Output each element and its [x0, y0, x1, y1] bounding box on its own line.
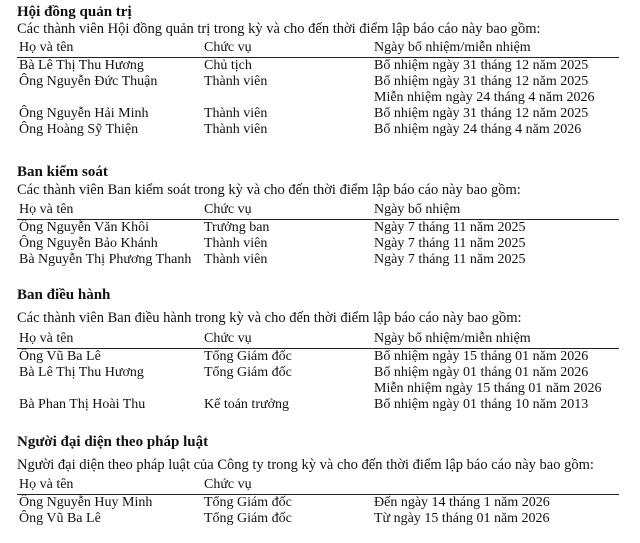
header-name: Họ và tên: [19, 40, 74, 55]
header-name: Họ và tên: [19, 331, 74, 346]
member-name: Ông Hoàng Sỹ Thiện: [19, 122, 139, 137]
member-name: Ông Vũ Ba Lê: [19, 349, 101, 364]
member-name: Ông Nguyễn Huy Minh: [19, 495, 153, 510]
section-heading: Ban kiểm soát: [17, 164, 108, 180]
section-intro: Người đại diện theo pháp luật của Công ty trong kỳ và cho đến thời điểm lập báo cáo này bao gồm:: [17, 457, 594, 473]
table-row: [17, 106, 619, 122]
table-row: [17, 252, 619, 268]
members-table: [17, 40, 619, 138]
member-position: Thành viên: [204, 236, 268, 251]
member-position: Tổng Giám đốc: [204, 511, 292, 526]
member-name: Bà Lê Thị Thu Hương: [19, 365, 144, 380]
member-name: Bà Nguyễn Thị Phương Thanh: [19, 252, 192, 267]
header-position: Chức vụ: [204, 331, 252, 346]
member-position: Thành viên: [204, 106, 268, 121]
section-intro: Các thành viên Ban điều hành trong kỳ và cho đến thời điểm lập báo cáo này bao gồm:: [17, 310, 522, 326]
member-date: Bổ nhiệm ngày 31 tháng 12 năm 2025: [374, 58, 589, 73]
table-header: [17, 331, 619, 349]
member-name: Ông Nguyễn Đức Thuận: [19, 74, 158, 89]
table-row: [17, 495, 619, 511]
member-name: Bà Phan Thị Hoài Thu: [19, 397, 146, 412]
table-row: [17, 58, 619, 74]
header-date: Ngày bổ nhiệm: [374, 202, 461, 217]
table-header: [17, 40, 619, 58]
member-position: Tổng Giám đốc: [204, 365, 292, 380]
member-position: Tổng Giám đốc: [204, 495, 292, 510]
member-date: Bổ nhiệm ngày 15 tháng 01 năm 2026: [374, 349, 589, 364]
member-position: Thành viên: [204, 74, 268, 89]
member-name: Ông Nguyễn Hải Minh: [19, 106, 149, 121]
member-position: Trưởng ban: [204, 220, 270, 235]
section-heading: Người đại diện theo pháp luật: [17, 434, 209, 450]
member-date: Ngày 7 tháng 11 năm 2025: [374, 252, 526, 267]
header-date: Ngày bổ nhiệm/miễn nhiệm: [374, 331, 531, 346]
member-name: Ông Nguyễn Văn Khôi: [19, 220, 150, 235]
header-position: Chức vụ: [204, 202, 252, 217]
header-position: Chức vụ: [204, 40, 252, 55]
member-name: Bà Lê Thị Thu Hương: [19, 58, 144, 73]
header-date: Ngày bổ nhiệm/miễn nhiệm: [374, 40, 531, 55]
members-table: [17, 202, 619, 268]
member-date: Miễn nhiệm ngày 24 tháng 4 năm 2026: [374, 90, 595, 105]
member-date: Từ ngày 15 tháng 01 năm 2026: [374, 511, 550, 526]
table-row: [17, 122, 619, 138]
members-table: [17, 331, 619, 413]
table-row: [17, 381, 619, 397]
member-name: Ông Vũ Ba Lê: [19, 511, 101, 526]
members-table: [17, 477, 619, 527]
member-date: Đến ngày 14 tháng 1 năm 2026: [374, 495, 550, 510]
member-date: Miễn nhiệm ngày 15 tháng 01 năm 2026: [374, 381, 602, 396]
member-date: Bổ nhiệm ngày 24 tháng 4 năm 2026: [374, 122, 582, 137]
member-date: Ngày 7 tháng 11 năm 2025: [374, 236, 526, 251]
member-date: Bổ nhiệm ngày 31 tháng 12 năm 2025: [374, 106, 589, 121]
table-row: [17, 349, 619, 365]
table-row: [17, 90, 619, 106]
member-position: Thành viên: [204, 252, 268, 267]
section-intro: Các thành viên Ban kiểm soát trong kỳ và cho đến thời điểm lập báo cáo này bao gồm:: [17, 182, 521, 198]
table-row: [17, 74, 619, 90]
table-row: [17, 220, 619, 236]
member-name: Ông Nguyễn Bảo Khánh: [19, 236, 158, 251]
member-date: Bổ nhiệm ngày 01 tháng 10 năm 2013: [374, 397, 589, 412]
member-position: Kế toán trưởng: [204, 397, 289, 412]
table-header: [17, 477, 619, 495]
table-row: [17, 236, 619, 252]
member-position: Tổng Giám đốc: [204, 349, 292, 364]
member-position: Chủ tịch: [204, 58, 252, 73]
section-intro: Các thành viên Hội đồng quản trị trong kỳ và cho đến thời điểm lập báo cáo này bao gồm:: [17, 21, 541, 37]
member-position: Thành viên: [204, 122, 268, 137]
member-date: Bổ nhiệm ngày 01 tháng 01 năm 2026: [374, 365, 589, 380]
header-name: Họ và tên: [19, 477, 74, 492]
table-row: [17, 365, 619, 381]
member-date: Ngày 7 tháng 11 năm 2025: [374, 220, 526, 235]
header-position: Chức vụ: [204, 477, 252, 492]
member-date: Bổ nhiệm ngày 31 tháng 12 năm 2025: [374, 74, 589, 89]
table-row: [17, 397, 619, 413]
table-row: [17, 511, 619, 527]
section-heading: Hội đồng quản trị: [17, 4, 132, 20]
header-name: Họ và tên: [19, 202, 74, 217]
table-header: [17, 202, 619, 220]
section-heading: Ban điều hành: [17, 287, 111, 303]
